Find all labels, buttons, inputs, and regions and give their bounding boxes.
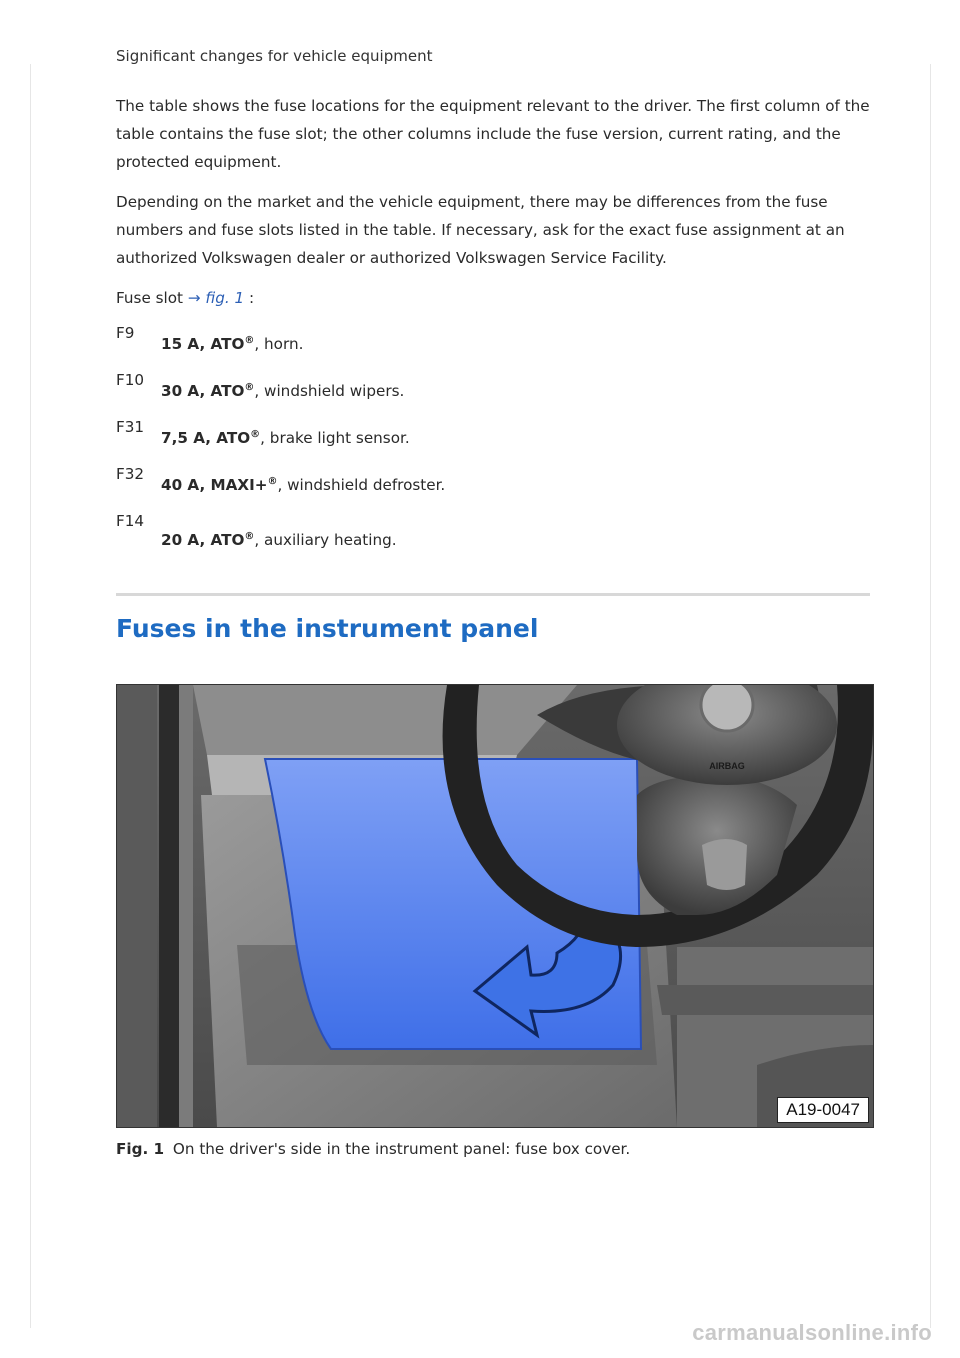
fuse-slot-colon: :	[249, 289, 255, 307]
intro-paragraph: Depending on the market and the vehicle equipment, there may be differences from the fuse numbers and fuse slots listed in the table. If necessary, ask for the exact fuse assignment at an authorized Volkswagen dealer or authorized Volkswagen Service Facility.	[116, 193, 845, 267]
figure-caption	[116, 1140, 630, 1158]
figure-fuse-box-cover	[116, 684, 874, 1128]
caption-text: On the driver's side in the instrument panel: fuse box cover.	[172, 1140, 631, 1158]
intro-paragraph: The table shows the fuse locations for the equipment relevant to the driver. The first column of the table contains the fuse slot; the other columns include the fuse version, current rating, and the protected equipment.	[116, 97, 870, 171]
watermark-text: carmanualsonline.info	[692, 1320, 932, 1345]
figure-link[interactable]: → fig. 1	[187, 289, 245, 307]
page-frame-left	[30, 64, 31, 1328]
fuse-slot-label: Fuse slot	[116, 289, 183, 307]
fuse-row	[116, 459, 876, 506]
section-divider	[116, 593, 870, 596]
fuse-slot-id: F10	[116, 371, 145, 389]
fuse-row	[116, 318, 876, 365]
fuse-description: 40 A, MAXI+®, windshield defroster.	[161, 476, 446, 494]
section-title: Fuses in the instrument panel	[116, 614, 539, 643]
fuse-slot-id: F31	[116, 418, 145, 436]
caption-label: Fig. 1	[116, 1140, 165, 1158]
fuse-list	[116, 318, 876, 561]
fuse-description: 7,5 A, ATO®, brake light sensor.	[161, 429, 410, 447]
figure-code: A19-0047	[777, 1097, 869, 1123]
fuse-row	[116, 412, 876, 459]
fuse-description: 15 A, ATO®, horn.	[161, 335, 304, 353]
fuse-description: 20 A, ATO®, auxiliary heating.	[161, 531, 397, 549]
intro-section	[116, 92, 876, 312]
fuse-slot-id: F32	[116, 465, 145, 483]
fuse-row	[116, 365, 876, 412]
airbag-label: AIRBAG	[709, 761, 745, 771]
fuse-slot-id: F9	[116, 324, 135, 342]
fuse-slot-id: F14	[116, 512, 145, 530]
fuse-description: 30 A, ATO®, windshield wipers.	[161, 382, 405, 400]
cut-off-heading: Significant changes for vehicle equipment	[116, 50, 433, 64]
fuse-row	[116, 506, 876, 561]
dashboard-illustration	[117, 685, 873, 1127]
fuse-slot-line	[116, 284, 876, 312]
page-frame-right	[930, 64, 931, 1328]
